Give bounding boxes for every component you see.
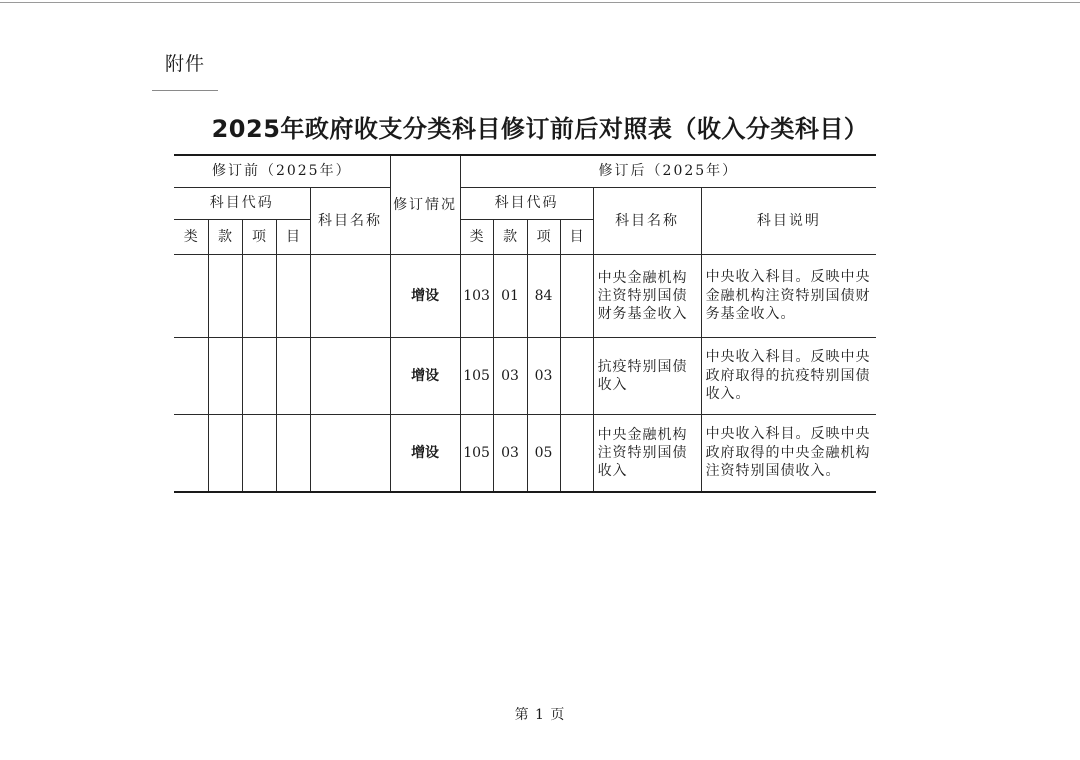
comparison-table [174,154,876,493]
before-name-cell [310,338,390,415]
section-cell: 01 [493,255,527,338]
before-name-cell [310,255,390,338]
header-after-name: 科目名称 [593,188,701,255]
header-before-item: 项 [242,220,276,255]
status-cell: 增设 [390,338,460,415]
header-before-class: 类 [174,220,208,255]
name-cell: 中央金融机构注资特别国债收入 [593,415,701,493]
header-before-code: 科目代码 [174,188,310,220]
class-cell: 105 [460,415,493,493]
header-after: 修订后（2025年） [460,155,876,188]
table-row [174,415,876,493]
header-after-subitem: 目 [560,220,593,255]
subitem-cell [560,415,593,493]
header-before: 修订前（2025年） [174,155,390,188]
header-before-name: 科目名称 [310,188,390,255]
before-subitem-cell [276,415,310,493]
description-cell: 中央收入科目。反映中央政府取得的抗疫特别国债收入。 [701,338,876,415]
attachment-underline [152,90,218,91]
document-title: 2025年政府收支分类科目修订前后对照表（收入分类科目） [211,115,869,143]
before-section-cell [208,415,242,493]
status-cell: 增设 [390,255,460,338]
class-cell: 103 [460,255,493,338]
before-section-cell [208,338,242,415]
description-cell: 中央收入科目。反映中央金融机构注资特别国债财务基金收入。 [701,255,876,338]
before-class-cell [174,255,208,338]
header-row-2 [174,188,876,220]
section-cell: 03 [493,338,527,415]
name-cell: 中央金融机构注资特别国债财务基金收入 [593,255,701,338]
before-subitem-cell [276,255,310,338]
header-after-class: 类 [460,220,493,255]
before-class-cell [174,338,208,415]
before-item-cell [242,338,276,415]
before-subitem-cell [276,338,310,415]
scan-top-edge [0,2,1080,3]
item-cell: 05 [527,415,560,493]
table-row [174,255,876,338]
header-row-1 [174,155,876,188]
before-class-cell [174,415,208,493]
name-cell: 抗疫特别国债收入 [593,338,701,415]
subitem-cell [560,255,593,338]
before-item-cell [242,415,276,493]
header-after-item: 项 [527,220,560,255]
header-before-section: 款 [208,220,242,255]
header-after-desc: 科目说明 [701,188,876,255]
item-cell: 03 [527,338,560,415]
before-name-cell [310,415,390,493]
table-row [174,338,876,415]
header-status: 修订情况 [390,155,460,255]
attachment-label: 附件 [165,53,206,75]
header-after-section: 款 [493,220,527,255]
before-section-cell [208,255,242,338]
description-cell: 中央收入科目。反映中央政府取得的中央金融机构注资特别国债收入。 [701,415,876,493]
header-before-subitem: 目 [276,220,310,255]
item-cell: 84 [527,255,560,338]
status-cell: 增设 [390,415,460,493]
section-cell: 03 [493,415,527,493]
page-number: 第 1 页 [514,707,566,723]
subitem-cell [560,338,593,415]
header-after-code: 科目代码 [460,188,593,220]
class-cell: 105 [460,338,493,415]
before-item-cell [242,255,276,338]
